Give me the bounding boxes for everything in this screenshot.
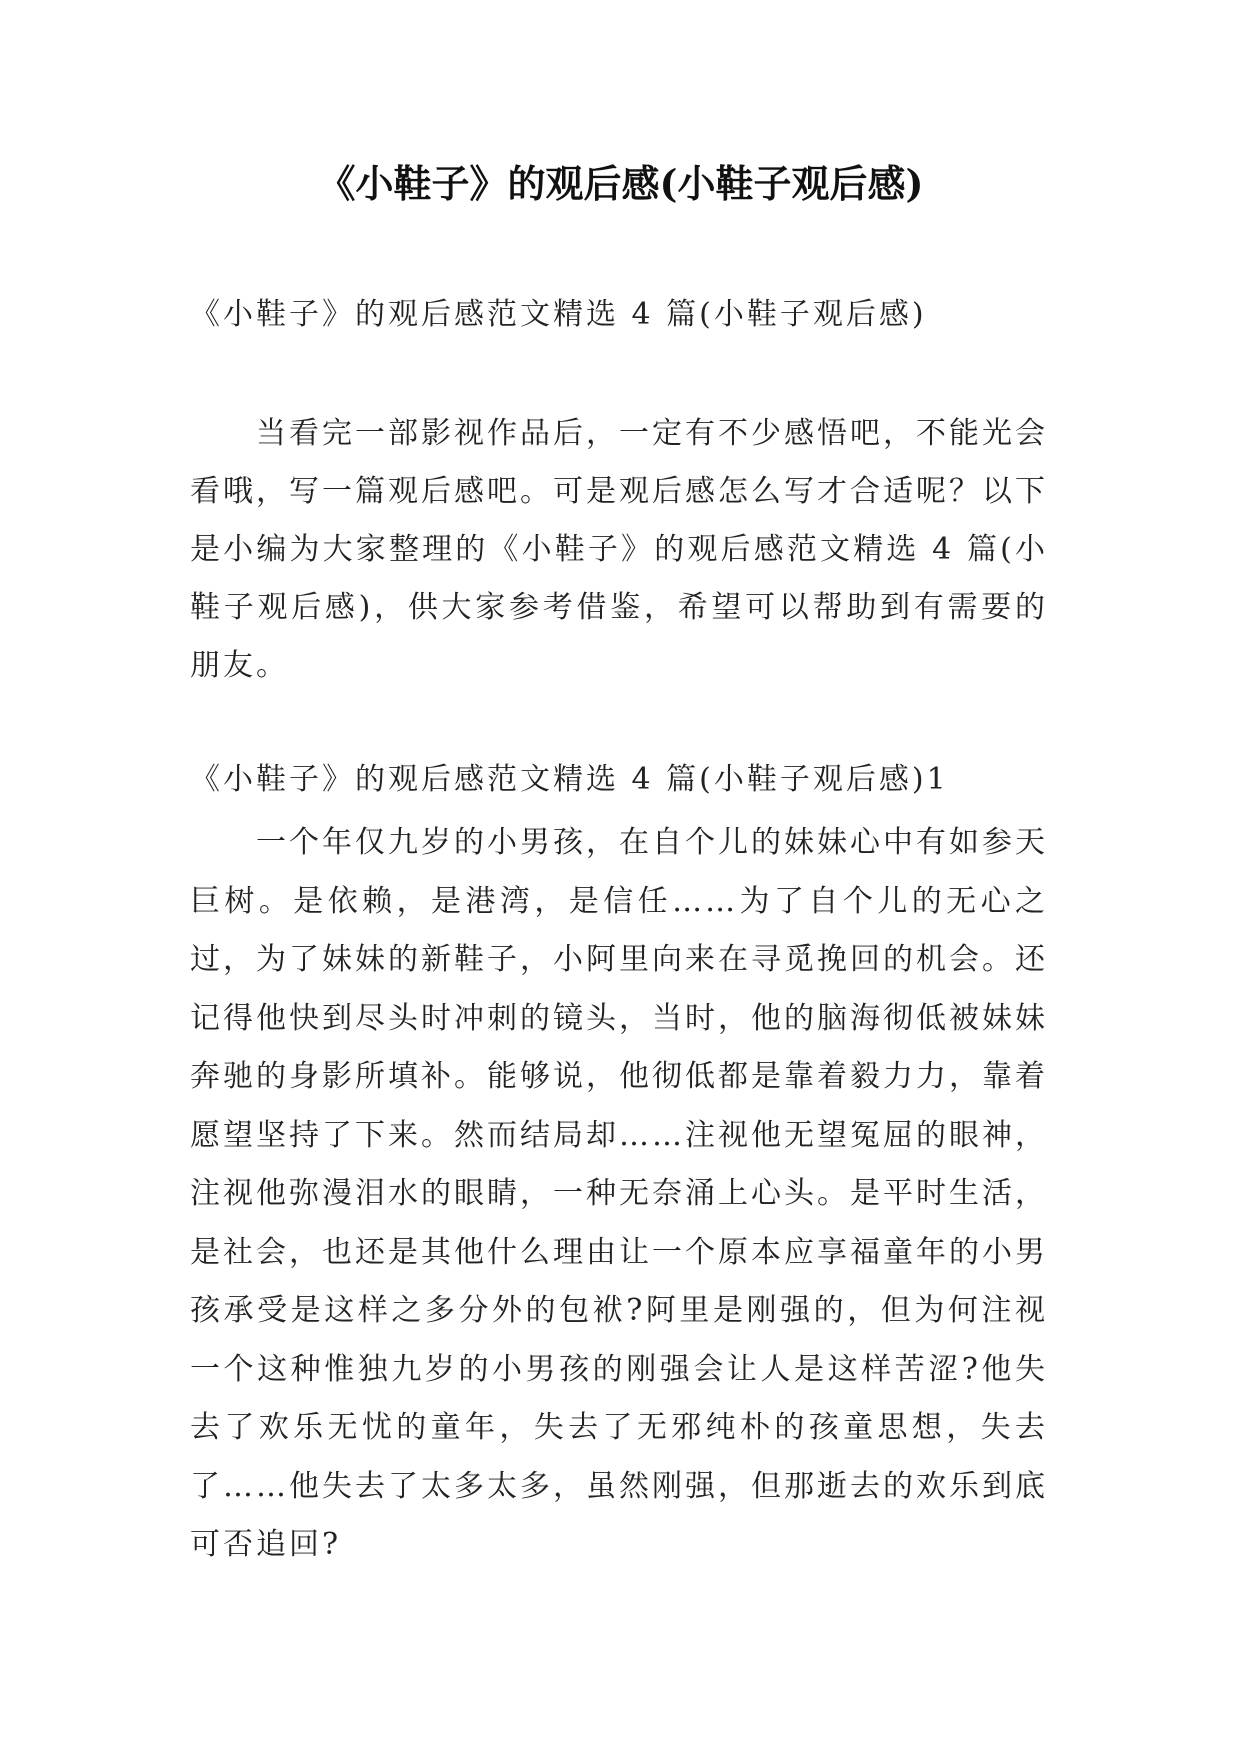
document-subtitle: 《小鞋子》的观后感范文精选 4 篇(小鞋子观后感) xyxy=(190,297,927,332)
section-heading: 《小鞋子》的观后感范文精选 4 篇(小鞋子观后感)1 xyxy=(190,762,949,797)
document-title: 《小鞋子》的观后感(小鞋子观后感) xyxy=(317,161,924,206)
intro-paragraph: 当看完一部影视作品后，一定有不少感悟吧，不能光会看哦，写一篇观后感吧。可是观后感怎么写才合适呢？以下是小编为大家整理的《小鞋子》的观后感范文精选 4 篇(小鞋子观后感)，供大家参考借鉴，希望可以帮助到有需要的朋友。 xyxy=(190,416,1048,683)
section-body-paragraph: 一个年仅九岁的小男孩，在自个儿的妹妹心中有如参天巨树。是依赖，是港湾，是信任……为了自个儿的无心之过，为了妹妹的新鞋子，小阿里向来在寻觅挽回的机会。还记得他快到尽头时冲刺的镜头，当时，他的脑海彻低被妹妹奔驰的身影所填补。能够说，他彻低都是靠着毅力力，靠着愿望坚持了下来。然而结局却……注视他无望冤屈的眼神，注视他弥漫泪水的眼睛，一种无奈涌上心头。是平时生活，是社会，也还是其他什么理由让一个原本应享福童年的小男孩承受是这样之多分外的包袱?阿里是刚强的，但为何注视一个这种惟独九岁的小男孩的刚强会让人是这样苦涩?他失去了欢乐无忧的童年，失去了无邪纯朴的孩童思想，失去了……他失去了太多太多，虽然刚强，但那逝去的欢乐到底可否追回? xyxy=(190,825,1048,1562)
